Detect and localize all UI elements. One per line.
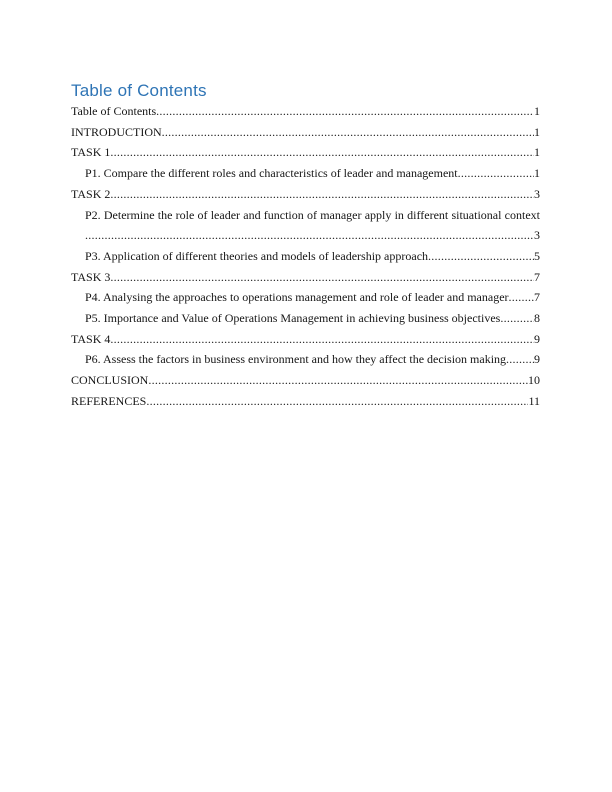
toc-entry-page: 9 [534, 352, 540, 367]
dot-leader [156, 101, 534, 122]
toc-entry[interactable] [71, 163, 540, 184]
dot-leader [506, 349, 534, 370]
toc-entry-tail [458, 163, 540, 184]
toc-entry-tail [85, 225, 540, 246]
toc-entry-label: REFERENCES [71, 393, 147, 408]
toc-entry-page: 5 [534, 248, 540, 263]
toc-entry-label: TASK 2 [71, 186, 111, 201]
toc-entry-tail [110, 184, 540, 205]
toc-entry-tail [428, 246, 540, 267]
toc-entry-tail [509, 287, 540, 308]
toc-entry[interactable] [71, 246, 540, 267]
toc-entry-page: 11 [528, 393, 540, 408]
toc-entry[interactable] [71, 142, 540, 163]
toc-entry-tail [110, 329, 540, 350]
dot-leader [110, 184, 534, 205]
page-title: Table of Contents [71, 81, 207, 100]
toc-entry-label: Table of Contents [71, 104, 157, 118]
toc-entry-page: 1 [534, 166, 540, 181]
toc-entry-page: 9 [534, 331, 540, 346]
toc-entry-page: 10 [528, 373, 540, 388]
toc-entry-page: 8 [534, 311, 540, 326]
toc-entry-tail [110, 142, 540, 163]
toc-entry-page: 1 [534, 145, 540, 160]
toc-entry-label: P2. Determine the role of leader and function of manager apply in different situational context [85, 207, 540, 222]
dot-leader [458, 163, 534, 184]
toc-entry[interactable] [71, 205, 540, 246]
toc-entry[interactable] [71, 349, 540, 370]
toc-entry-tail [500, 308, 540, 329]
toc-entry-page: 1 [534, 104, 540, 118]
toc-entry-tail [162, 122, 540, 143]
toc-entry[interactable] [71, 308, 540, 329]
toc-entry-label: P1. Compare the different roles and characteristics of leader and management [85, 166, 458, 181]
toc-entry-page: 3 [534, 228, 540, 243]
dot-leader [146, 391, 528, 412]
toc-entry-page: 3 [534, 186, 540, 201]
toc-entry-label: P3. Application of different theories and models of leadership approach [85, 248, 429, 263]
toc-entry-tail [156, 101, 540, 122]
toc-list [71, 101, 540, 412]
toc-entry[interactable] [71, 329, 540, 350]
dot-leader [148, 370, 528, 391]
toc-entry-tail [110, 267, 540, 288]
toc-entry-page: 7 [534, 269, 540, 284]
toc-entry-label: TASK 1 [71, 145, 111, 160]
toc-entry-label: P5. Importance and Value of Operations Management in achieving business objectives [85, 311, 501, 326]
toc-entry-label: P4. Analysing the approaches to operations management and role of leader and manager [85, 290, 509, 305]
toc-entry[interactable] [71, 184, 540, 205]
toc-entry[interactable] [71, 391, 540, 412]
toc-entry-tail [146, 391, 540, 412]
toc-entry-label: P6. Assess the factors in business environment and how they affect the decision making [85, 352, 507, 367]
toc-entry[interactable] [71, 101, 540, 122]
toc-entry-page: 7 [534, 290, 540, 305]
dot-leader [110, 329, 534, 350]
toc-entry-tail [148, 370, 540, 391]
toc-entry-label: CONCLUSION [71, 373, 149, 388]
toc-entry-page: 1 [534, 124, 540, 139]
toc-entry[interactable] [71, 370, 540, 391]
toc-entry[interactable] [71, 267, 540, 288]
toc-entry-label: TASK 4 [71, 331, 111, 346]
toc-entry[interactable] [71, 122, 540, 143]
toc-entry-tail [506, 349, 540, 370]
dot-leader [509, 287, 534, 308]
dot-leader [162, 122, 534, 143]
toc-entry-label: TASK 3 [71, 269, 111, 284]
toc-entry-label: INTRODUCTION [71, 124, 162, 139]
dot-leader [110, 267, 534, 288]
dot-leader [428, 246, 534, 267]
dot-leader [110, 142, 534, 163]
dot-leader [85, 225, 534, 246]
toc-entry[interactable] [71, 287, 540, 308]
dot-leader [500, 308, 534, 329]
